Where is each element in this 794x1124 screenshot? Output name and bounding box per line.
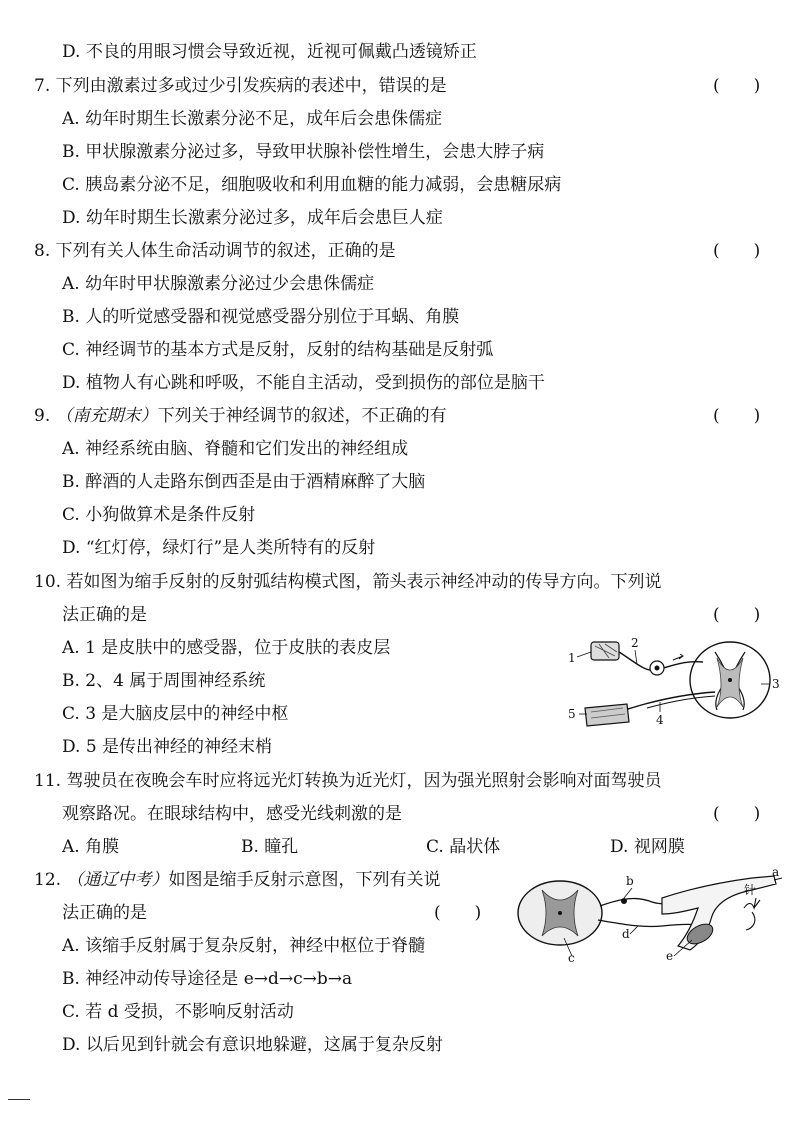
fig12-label-needle: 针 — [744, 883, 757, 897]
q12-stem-line-1 — [34, 869, 440, 891]
arm-outline — [662, 876, 776, 950]
q7-answer-blank[interactable]: ( ) — [713, 76, 761, 96]
leader-b — [624, 888, 632, 898]
fig10-label-4: 4 — [656, 713, 664, 727]
q9-option-a: A. 神经系统由脑、脊髓和它们发出的神经组成 — [62, 439, 409, 459]
q11-answer-blank[interactable]: ( ) — [713, 804, 761, 824]
leader-2 — [635, 650, 637, 664]
q12-option-b: B. 神经冲动传导途径是 e→d→c→b→a — [62, 969, 353, 989]
q10-option-b: B. 2、4 属于周围神经系统 — [62, 671, 266, 691]
q10-option-d: D. 5 是传出神经的神经末梢 — [62, 737, 273, 757]
q11-option-b: B. 瞳孔 — [241, 837, 299, 857]
page-bottom-rule — [8, 1099, 30, 1100]
fig12-label-e: e — [666, 949, 674, 963]
q9-option-d: D. “红灯停，绿灯行”是人类所特有的反射 — [62, 538, 376, 558]
q8-option-d: D. 植物人有心跳和呼吸，不能自主活动，受到损伤的部位是脑干 — [62, 373, 545, 393]
q9-stem: 下列关于神经调节的叙述，不正确的有 — [157, 406, 447, 426]
q12-reflex-figure — [512, 868, 784, 963]
q11-option-d: D. 视网膜 — [610, 837, 685, 857]
fig12-label-c: c — [568, 951, 575, 963]
leader-d — [630, 926, 638, 934]
q9-answer-blank[interactable]: ( ) — [713, 406, 761, 426]
q12-option-c: C. 若 d 受损，不影响反射活动 — [62, 1002, 294, 1022]
fig10-label-1: 1 — [568, 651, 576, 665]
q9-number: 9. — [34, 406, 56, 426]
q10-stem-2: 法正确的是 — [62, 605, 147, 625]
central-canal — [728, 678, 732, 682]
q11-option-c: C. 晶状体 — [426, 837, 501, 857]
hand — [744, 898, 760, 930]
q7-stem: 7. 下列由激素过多或过少引发疾病的表述中，错误的是 — [34, 76, 447, 96]
q10-option-c: C. 3 是大脑皮层中的神经中枢 — [62, 704, 289, 724]
fig12-label-b: b — [626, 874, 634, 888]
q10-answer-blank[interactable]: ( ) — [713, 605, 761, 625]
q8-stem: 8. 下列有关人体生命活动调节的叙述，正确的是 — [34, 241, 396, 261]
q12-option-d: D. 以后见到针就会有意识地躲避，这属于复杂反射 — [62, 1035, 443, 1055]
gray-matter-fill — [717, 658, 743, 707]
q12-stem-2: 法正确的是 — [62, 903, 147, 923]
q7-option-c: C. 胰岛素分泌不足，细胞吸收和利用血糖的能力减弱，会患糖尿病 — [62, 175, 562, 195]
efferent-nerve-2 — [647, 696, 715, 708]
ganglion-nucleus — [655, 666, 660, 671]
fig10-label-3: 3 — [772, 677, 780, 691]
q7-option-d: D. 幼年时期生长激素分泌过多，成年后会患巨人症 — [62, 208, 443, 228]
leader-1 — [577, 652, 591, 657]
effector-muscle — [585, 704, 629, 726]
q12-number: 12. — [34, 870, 67, 890]
q9-stem-line — [34, 405, 447, 427]
q12-answer-blank[interactable]: ( ) — [434, 903, 482, 923]
q8-option-b: B. 人的听觉感受器和视觉感受器分别位于耳蜗、角膜 — [62, 307, 460, 327]
q11-option-a: A. 角膜 — [62, 837, 120, 857]
q10-stem-1: 10. 若如图为缩手反射的反射弧结构模式图，箭头表示神经冲动的传导方向。下列说 — [34, 572, 662, 592]
fig12-label-d: d — [622, 927, 630, 941]
q12-stem-1: 如图是缩手反射示意图，下列有关说 — [168, 870, 441, 890]
q7-option-a: A. 幼年时期生长激素分泌不足，成年后会患侏儒症 — [62, 109, 443, 129]
ganglion — [621, 898, 627, 904]
q9-option-b: B. 醉酒的人走路东倒西歪是由于酒精麻醉了大脑 — [62, 472, 426, 492]
q8-option-c: C. 神经调节的基本方式是反射，反射的结构基础是反射弧 — [62, 340, 494, 360]
q7-option-b: B. 甲状腺激素分泌过多，导致甲状腺补偿性增生，会患大脖子病 — [62, 142, 545, 162]
fig12-label-a: a — [772, 868, 780, 879]
fig10-label-5: 5 — [568, 707, 576, 721]
arrow-afferent — [673, 654, 683, 660]
q8-answer-blank[interactable]: ( ) — [713, 241, 761, 261]
q9-source: （南充期末） — [55, 406, 158, 426]
q11-stem-1: 11. 驾驶员在夜晚会车时应将远光灯转换为近光灯，因为强光照射会影响对面驾驶员 — [34, 771, 662, 791]
central-canal — [558, 911, 562, 915]
q10-reflex-arc-figure — [565, 632, 785, 732]
q10-option-a: A. 1 是皮肤中的感受器，位于皮肤的表皮层 — [62, 638, 391, 658]
fig10-label-2: 2 — [631, 636, 639, 650]
q9-option-c: C. 小狗做算术是条件反射 — [62, 505, 256, 525]
q12-option-a: A. 该缩手反射属于复杂反射，神经中枢位于脊髓 — [62, 936, 426, 956]
q6-option-d: D. 不良的用眼习惯会导致近视，近视可佩戴凸透镜矫正 — [62, 42, 477, 62]
q12-source: （通辽中考） — [66, 870, 169, 890]
q11-stem-2: 观察路况。在眼球结构中，感受光线刺激的是 — [62, 804, 402, 824]
q8-option-a: A. 幼年时甲状腺激素分泌过少会患侏儒症 — [62, 274, 375, 294]
